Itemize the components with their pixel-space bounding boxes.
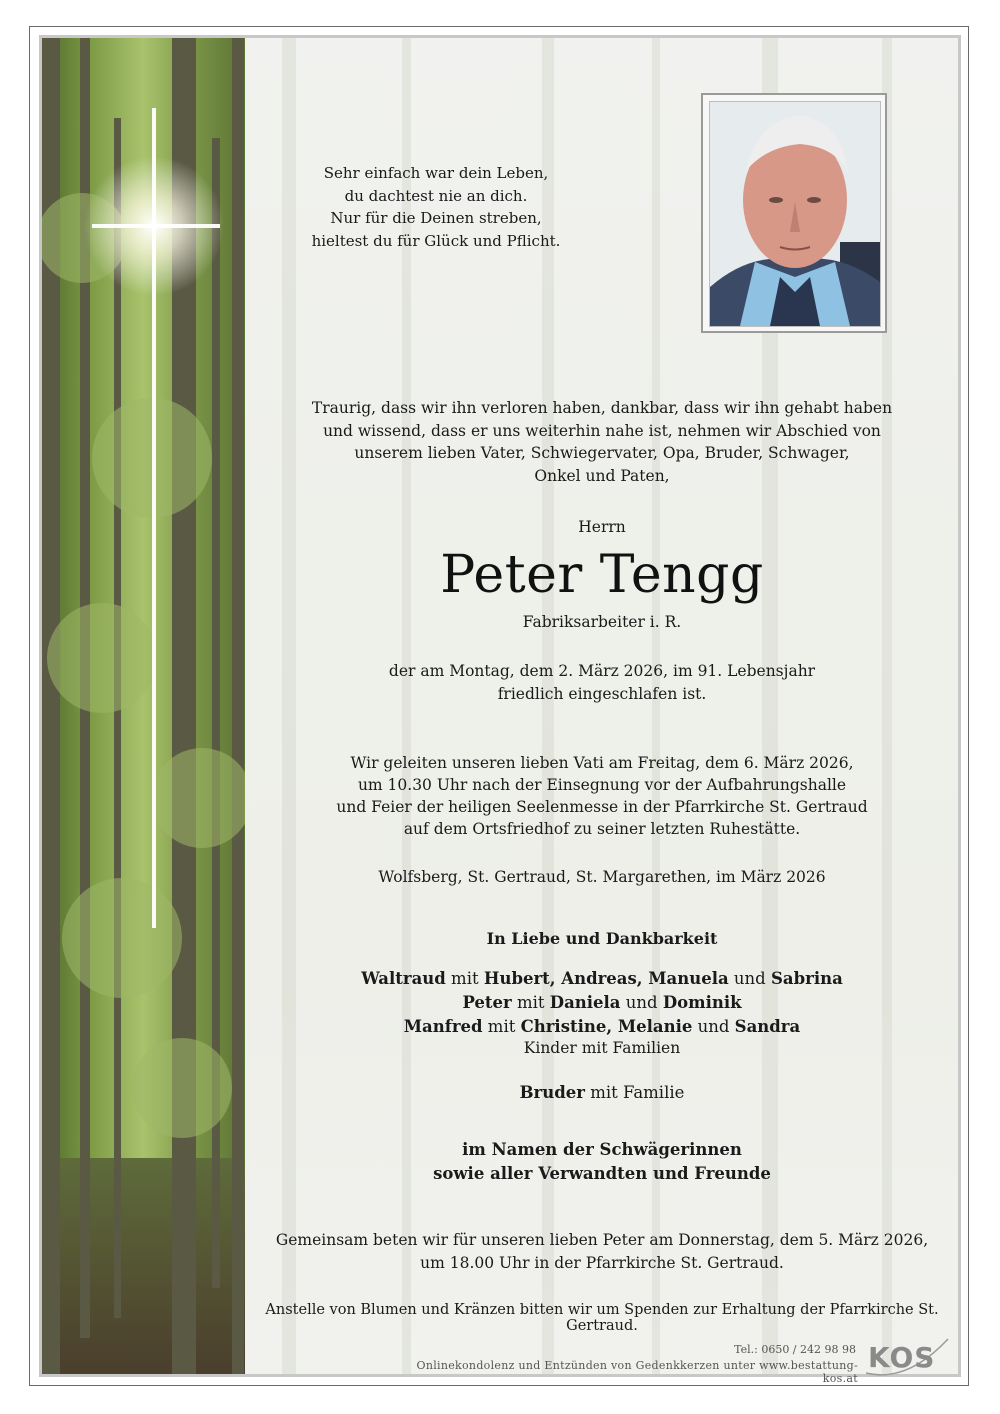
love-heading: In Liebe und Dankbarkeit (486, 929, 718, 948)
intro-line: und wissend, dass er uns weiterhin nahe ist, nehmen wir Abschied von (323, 421, 881, 440)
relatives-note (243, 1138, 961, 1186)
relatives-line: sowie aller Verwandten und Freunde (433, 1164, 771, 1183)
death-line: der am Montag, dem 2. März 2026, im 91. Lebensjahr (388, 662, 816, 680)
portrait-frame (701, 93, 887, 333)
funeral-line: auf dem Ortsfriedhof zu seiner letzten Ruhestätte. (403, 820, 801, 838)
funeral-line: Wir geleiten unseren lieben Vati am Freitag, dem 6. März 2026, (350, 754, 854, 772)
poem-line: du dachtest nie an dich. (344, 186, 528, 205)
forest-cross-image (42, 38, 245, 1377)
online-condolence-link[interactable]: Onlinekondolenz und Entzünden von Gedenkkerzen unter www.bestattung-kos.at (416, 1359, 858, 1385)
portrait-photo (709, 101, 881, 327)
occupation: Fabriksarbeiter i. R. (522, 613, 682, 631)
funeral-details (243, 752, 961, 840)
death-notice (243, 660, 961, 705)
poem (243, 162, 629, 252)
prayer-line: Gemeinsam beten wir für unseren lieben Peter am Donnerstag, dem 5. März 2026, (275, 1231, 929, 1249)
poem-line: Sehr einfach war dein Leben, (323, 164, 549, 182)
family-line: Peter mit Daniela und Dominik (462, 993, 742, 1012)
deceased-name: Peter Tengg (440, 545, 764, 605)
prayer-notice (243, 1229, 961, 1274)
intro-text (243, 397, 961, 487)
funeral-line: und Feier der heiligen Seelenmesse in der Pfarrkirche St. Gertraud (336, 798, 868, 816)
intro-line: unserem lieben Vater, Schwiegervater, Opa, Bruder, Schwager, (354, 444, 850, 462)
salutation: Herrn (578, 518, 626, 536)
death-line: friedlich eingeschlafen ist. (497, 684, 707, 703)
funeral-line: um 10.30 Uhr nach der Einsegnung vor der Aufbahrungshalle (357, 776, 847, 794)
family-line: Waltraud mit Hubert, Andreas, Manuela und Sabrina (361, 969, 843, 988)
brother-line: Bruder mit Familie (519, 1083, 685, 1102)
family-line: Manfred mit Christine, Melanie und Sandra (403, 1017, 801, 1036)
places-date: Wolfsberg, St. Gertraud, St. Margarethen, im März 2026 (378, 868, 826, 886)
poem-line: hieltest du für Glück und Pflicht. (311, 231, 561, 250)
donation-note: Anstelle von Blumen und Kränzen bitten wir um Spenden zur Erhaltung der Pfarrkirche St. Gertraud. (265, 1302, 939, 1334)
relatives-line: im Namen der Schwägerinnen (462, 1140, 742, 1159)
intro-line: Onkel und Paten, (534, 466, 670, 485)
logo-text: KOS (868, 1341, 936, 1374)
kos-logo (862, 1333, 952, 1377)
intro-line: Traurig, dass wir ihn verloren haben, dankbar, dass wir ihn gehabt haben (311, 399, 893, 417)
poem-line: Nur für die Deinen streben, (330, 209, 542, 227)
children-note: Kinder mit Familien (523, 1039, 681, 1057)
phone-number: Tel.: 0650 / 242 98 98 (734, 1343, 856, 1356)
prayer-line: um 18.00 Uhr in der Pfarrkirche St. Gertraud. (420, 1253, 784, 1272)
family-list (243, 967, 961, 1039)
